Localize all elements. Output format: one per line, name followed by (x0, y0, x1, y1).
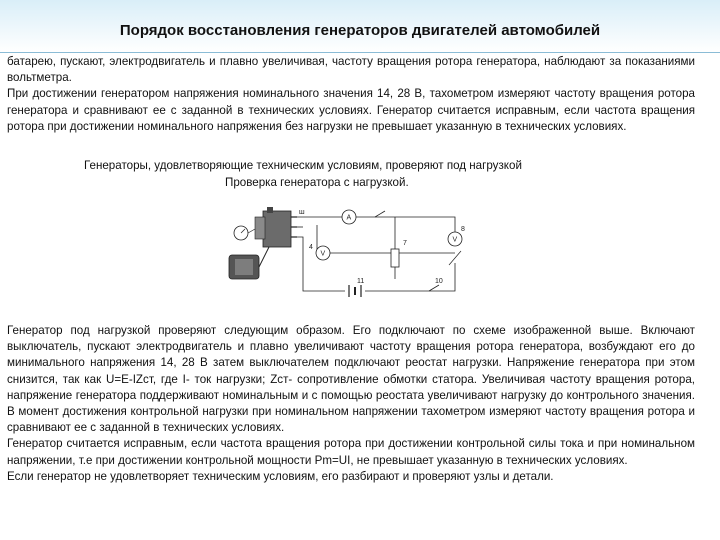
electric-motor-icon (229, 247, 269, 279)
section-heading: Проверка генератора с нагрузкой. (225, 176, 409, 189)
voltmeter-icon (316, 246, 330, 260)
generator-test-circuit-diagram (225, 203, 480, 315)
terminal-sh-label: ш (299, 209, 305, 216)
body-paragraph-2: Генератор считается исправным, если частота вращения ротора при достижении контрольной силы тока и при номинальном напряжении, т.е при достижении контрольной мощности Pm=UI, не превышает указанную в технических условиях. (7, 437, 695, 467)
generator-assembly-icon (255, 207, 297, 247)
title-divider (0, 52, 720, 53)
body-text (7, 323, 695, 485)
intro-paragraph-2: При достижении генератором напряжения номинального значения 14, 28 В, тахометром измеряют частоту вращения ротора генератора и сравнивают ее с заданной в технических условиях. Генератор считается исправным, если частота вращения ротора при достижении номинального напряжения без нагрузки не превышает указанную в технических условиях. (7, 87, 695, 133)
voltmeter-2-label: V (452, 236, 458, 244)
body-paragraph-3: Если генератор не удовлетворяет техническим условиям, его разбирают и проверяют узлы и детали. (7, 469, 554, 483)
label-11: 11 (357, 278, 365, 285)
label-7: 7 (403, 240, 407, 247)
intro-text (7, 54, 695, 135)
intro-centered-line: Генераторы, удовлетворяющие техническим условиям, проверяют под нагрузкой (84, 159, 522, 172)
label-4: 4 (309, 244, 313, 251)
ammeter-icon (342, 210, 356, 224)
tachometer-icon (234, 226, 255, 240)
voltmeter-label: V (320, 250, 326, 258)
body-paragraph-1: Генератор под нагрузкой проверяют следующим образом. Его подключают по схеме изображенной выше. Включают выключатель, пускают электродвигатель и плавно увеличивают частоту вращения ротора генератора, возбуждают его до минимального напряжения 14, 28 В затем выключателем подключают реостат нагрузки. Напряжение генератора при этом снизится, так как U=E-IZст, где I- ток нагрузки; Zст- сопротивление обмотки статора. Увеличивая частоту вращения ротора, напряжение генератора поддерживают номинальным и с помощью реостата увеличивают нагрузку до контрольного значения. В момент достижения контрольной нагрузки при номинальном напряжении тахометром измеряют частоту вращения ротора и сравнивают ее с заданной в технических условиях. (7, 324, 695, 435)
ammeter-label: A (346, 214, 352, 222)
page-title: Порядок восстановления генераторов двигателей автомобилей (119, 22, 601, 39)
load-rheostat-icon (391, 249, 461, 267)
label-10: 10 (435, 278, 443, 285)
voltmeter-2-icon (448, 232, 462, 246)
battery-icon (349, 285, 361, 297)
label-8: 8 (461, 226, 465, 233)
intro-paragraph-1: батарею, пускают, электродвигатель и плавно увеличивая, частоту вращения ротора генератора, наблюдают за показаниями вольтметра. (7, 55, 695, 85)
